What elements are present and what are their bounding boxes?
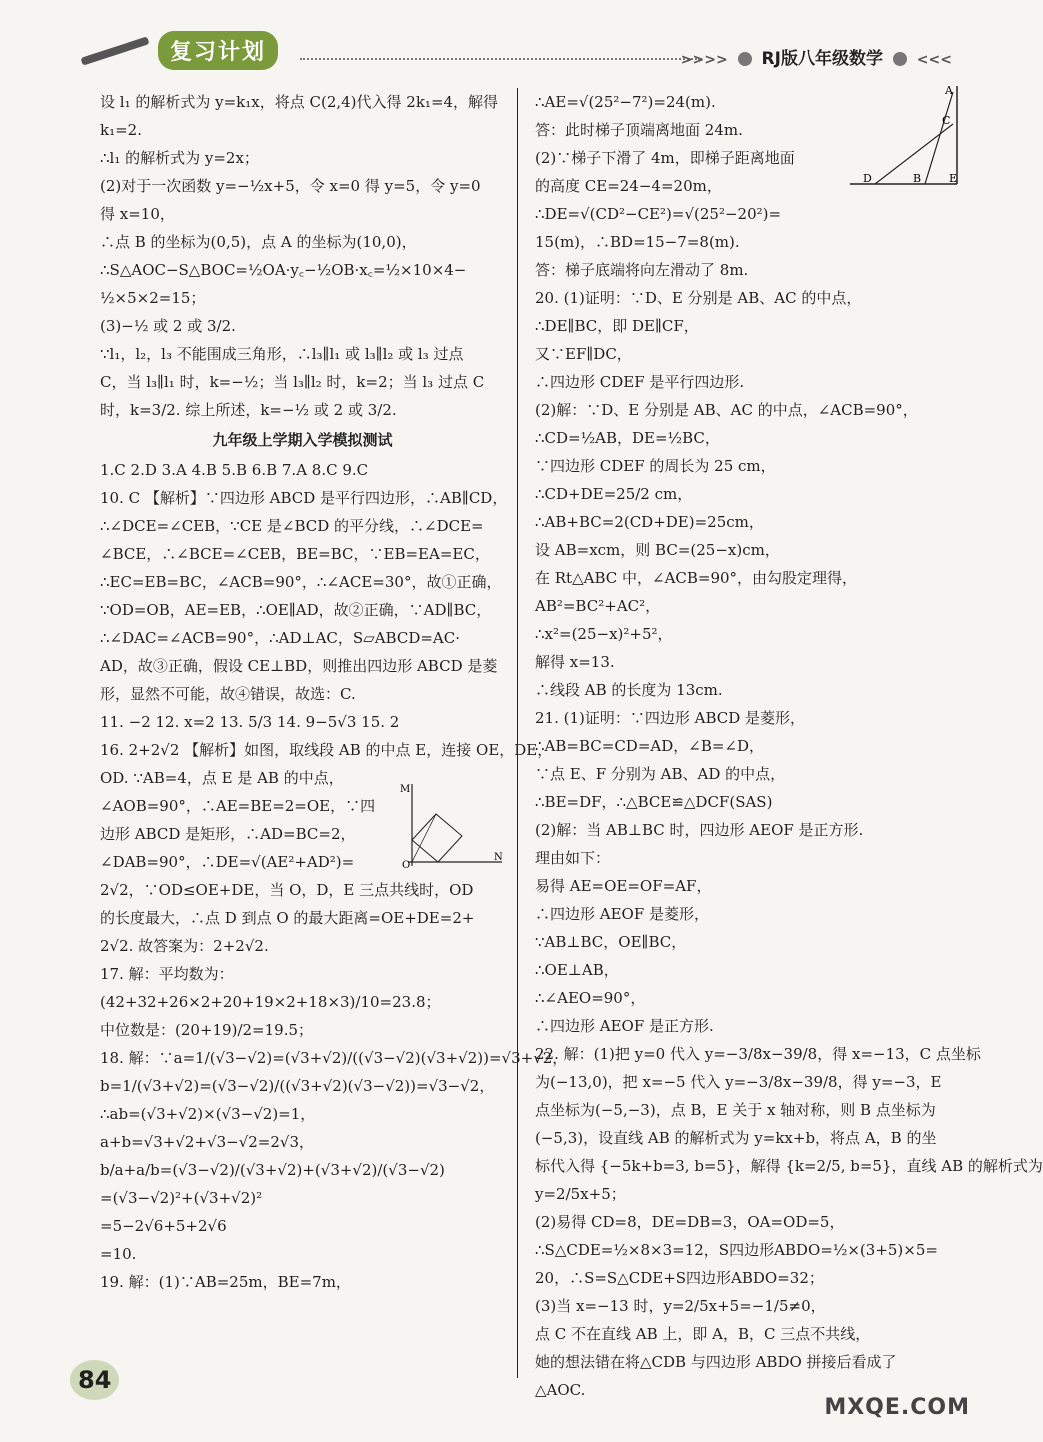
text-line: (2)易得 CD=8，DE=DB=3，OA=OD=5， [535, 1213, 845, 1231]
text-line: ∴四边形 AEOF 是菱形， [535, 905, 710, 923]
text-line: =5−2√6+5+2√6 [100, 1217, 227, 1235]
text-line: ∵四边形 CDEF 的周长为 25 cm， [535, 457, 776, 475]
pen-icon [80, 37, 150, 63]
text-line: OD. ∵AB=4，点 E 是 AB 的中点， [100, 769, 344, 787]
brand [80, 30, 278, 70]
text-line: ∴OE⊥AB， [535, 961, 619, 979]
text-line: 点 C 不在直线 AB 上，即 A，B，C 三点不共线， [535, 1325, 871, 1343]
right-column [535, 88, 1043, 1399]
text-line: (2)解：当 AB⊥BC 时，四边形 AEOF 是正方形. [535, 821, 864, 839]
dot-icon [893, 52, 907, 66]
page-number: 84 [70, 1360, 119, 1400]
text-line: ∴S△CDE=½×8×3=12，S四边形ABDO=½×(3+5)×5= [535, 1241, 938, 1259]
text-line: ∴四边形 CDEF 是平行四边形. [535, 373, 745, 391]
column-divider [517, 88, 518, 1378]
text-line: 答：此时梯子顶端离地面 24m. [535, 121, 743, 139]
text-line: 17. 解：平均数为： [100, 965, 234, 983]
text-line: 点坐标为(−5,−3)，点 B，E 关于 x 轴对称，则 B 点坐标为 [535, 1101, 936, 1119]
text-line: 标代入得 {−5k+b=3, b=5}，解得 {k=2/5, b=5}，直线 AB 的解析式为 [535, 1157, 1043, 1175]
ladder-figure [845, 84, 965, 194]
text-line: (3)−½ 或 2 或 3/2. [100, 317, 236, 335]
text-line: 时，k=3/2. 综上所述，k=−½ 或 2 或 3/2. [100, 401, 397, 419]
text-line: ∴线段 AB 的长度为 13cm. [535, 681, 723, 699]
text-line: 20. (1)证明：∵D、E 分别是 AB、AC 的中点， [535, 289, 862, 307]
text-line: ∴四边形 AEOF 是正方形. [535, 1017, 714, 1035]
fig-label-m: M [400, 784, 411, 795]
dot-icon [738, 52, 752, 66]
fig-label-e: E [949, 172, 958, 185]
text-line: AB²=BC²+AC²， [535, 597, 661, 615]
text-line: 理由如下： [535, 849, 611, 867]
text-line: 11. −2 12. x=2 13. 5/3 14. 9−5√3 15. 2 [100, 713, 400, 731]
text-line: a+b=√3+√2+√3−√2=2√3， [100, 1133, 315, 1151]
text-line: ∴DE∥BC，即 DE∥CF， [535, 317, 699, 335]
text-line: ½×5×2=15； [100, 289, 206, 307]
text-line: k₁=2. [100, 121, 142, 139]
text-line: 22. 解：(1)把 y=0 代入 y=−3/8x−39/8，得 x=−13，C 点坐标 [535, 1045, 981, 1063]
text-line: (−5,3)，设直线 AB 的解析式为 y=kx+b，将点 A，B 的坐 [535, 1129, 937, 1147]
text-line: ∴BE=DF，∴△BCE≌△DCF(SAS) [535, 793, 773, 811]
text-line: ∠BCE，∴∠BCE=∠CEB，BE=BC，∵EB=EA=EC， [100, 545, 490, 563]
text-line: b=1/(√3+√2)=(√3−√2)/((√3+√2)(√3−√2))=√3−√2， [100, 1077, 495, 1095]
text-line: ∴CD=½AB，DE=½BC， [535, 429, 720, 447]
text-line: ∴点 B 的坐标为(0,5)，点 A 的坐标为(10,0)， [100, 233, 417, 251]
text-line: ∴CD+DE=25/2 cm， [535, 485, 693, 503]
page-header [0, 0, 1000, 78]
watermark: MXQE.COM [824, 1395, 970, 1420]
text-line: ∴EC=EB=BC，∠ACB=90°，∴∠ACE=30°，故①正确， [100, 573, 502, 591]
text-line: ∴AE=√(25²−7²)=24(m). [535, 93, 716, 111]
text-line: (2)对于一次函数 y=−½x+5，令 x=0 得 y=5，令 y=0 [100, 177, 481, 195]
text-line: 21. (1)证明：∵四边形 ABCD 是菱形， [535, 709, 806, 727]
section-title: 九年级上学期入学模拟测试 [212, 431, 393, 449]
text-line: 为(−13,0)，把 x=−5 代入 y=−3/8x−39/8，得 y=−3，E [535, 1073, 942, 1091]
text-line: 15(m)，∴BD=15−7=8(m). [535, 233, 740, 251]
text-line: ∴S△AOC−S△BOC=½OA·y꜀−½OB·x꜀=½×10×4− [100, 261, 467, 279]
text-line: 1.C 2.D 3.A 4.B 5.B 6.B 7.A 8.C 9.C [100, 461, 369, 479]
text-line: △AOC. [535, 1381, 586, 1399]
text-line: 设 AB=xcm，则 BC=(25−x)cm， [535, 541, 780, 559]
text-line: 2√2，∵OD≤OE+DE，当 O，D，E 三点共线时，OD [100, 881, 474, 899]
text-line: =(√3−√2)²+(√3+√2)² [100, 1189, 263, 1207]
text-line: ∴x²=(25−x)²+5²， [535, 625, 673, 643]
text-line: 得 x=10， [100, 205, 175, 223]
text-line: (2)解：∵D、E 分别是 AB、AC 的中点，∠ACB=90°， [535, 401, 918, 419]
fig-label-d: D [863, 172, 872, 185]
text-line: =10. [100, 1245, 137, 1263]
fig-label-o: O [402, 860, 411, 871]
text-line: 2√2. 故答案为：2+2√2. [100, 937, 269, 955]
series-text: RJ版八年级数学 [761, 49, 883, 69]
text-line: AD，故③正确，假设 CE⊥BD，则推出四边形 ABCD 是菱 [100, 657, 498, 675]
header-rule [300, 58, 700, 60]
text-line: 边形 ABCD 是矩形，∴AD=BC=2， [100, 825, 356, 843]
text-line: 18. 解：∵a=1/(√3−√2)=(√3+√2)/((√3−√2)(√3+√2))=√3+√2， [100, 1049, 568, 1067]
text-line: ∴DE=√(CD²−CE²)=√(25²−20²)= [535, 205, 782, 223]
text-line: ∠DAB=90°，∴DE=√(AE²+AD²)= [100, 853, 355, 871]
text-line: 10. C 【解析】∵四边形 ABCD 是平行四边形，∴AB∥CD， [100, 489, 508, 507]
text-line: ∴∠DCE=∠CEB，∵CE 是∠BCD 的平分线，∴∠DCE= [100, 517, 484, 535]
arrows-left: >>>> [680, 52, 728, 68]
text-line: ∵AB⊥BC，OE∥BC， [535, 933, 687, 951]
text-line: 又∵EF∥DC， [535, 345, 632, 363]
fig-label-c: C [942, 114, 951, 127]
text-line: ∠AOB=90°，∴AE=BE=2=OE，∵四 [100, 797, 376, 815]
text-line: (3)当 x=−13 时，y=2/5x+5=−1/5≠0， [535, 1297, 826, 1315]
text-line: 她的想法错在将△CDB 与四边形 ABDO 拼接后看成了 [535, 1353, 897, 1371]
text-line: (2)∵梯子下滑了 4m，即梯子距离地面 [535, 149, 795, 167]
text-line: 20，∴S=S△CDE+S四边形ABDO=32； [535, 1269, 824, 1287]
text-line: ∴ab=(√3+√2)×(√3−√2)=1， [100, 1105, 316, 1123]
text-line: 16. 2+2√2 【解析】如图，取线段 AB 的中点 E，连接 OE，DE， [100, 741, 553, 759]
text-line: ∵OD=OB，AE=EB，∴OE∥AD，故②正确，∵AD∥BC， [100, 601, 492, 619]
text-line: 中位数是：(20+19)/2=19.5； [100, 1021, 314, 1039]
text-line: ∴AB+BC=2(CD+DE)=25cm， [535, 513, 764, 531]
fig-label-b: B [913, 172, 922, 185]
text-line: 设 l₁ 的解析式为 y=k₁x，将点 C(2,4)代入得 2k₁=4，解得 [100, 93, 499, 111]
text-line: ∴l₁ 的解析式为 y=2x； [100, 149, 259, 167]
rectangle-figure [398, 780, 508, 870]
fig-label-n: N [494, 852, 503, 863]
arrows-right: <<< [916, 52, 952, 68]
text-line: 答：梯子底端将向左滑动了 8m. [535, 261, 749, 279]
text-line: 19. 解：(1)∵AB=25m，BE=7m， [100, 1273, 351, 1291]
brand-title: 复习计划 [158, 31, 278, 70]
text-line: 易得 AE=OE=OF=AF， [535, 877, 712, 895]
text-line: y=2/5x+5； [535, 1185, 626, 1203]
fig-label-a: A [945, 84, 953, 97]
text-line: ∴∠AEO=90°， [535, 989, 646, 1007]
text-line: ∵l₁，l₂，l₃ 不能围成三角形，∴l₃∥l₁ 或 l₃∥l₂ 或 l₃ 过点 [100, 345, 464, 363]
text-line: 的长度最大，∴点 D 到点 O 的最大距离=OE+DE=2+ [100, 909, 475, 927]
text-line: 的高度 CE=24−4=20m， [535, 177, 722, 195]
text-line: 解得 x=13. [535, 653, 615, 671]
text-line: ∴∠DAC=∠ACB=90°，∴AD⊥AC，S▱ABCD=AC· [100, 629, 460, 647]
text-line: (42+32+26×2+20+19×2+18×3)/10=23.8； [100, 993, 441, 1011]
text-line: ∵点 E、F 分别为 AB、AD 的中点， [535, 765, 786, 783]
text-line: b/a+a/b=(√3−√2)/(√3+√2)+(√3+√2)/(√3−√2) [100, 1161, 445, 1179]
left-column [100, 88, 568, 1378]
text-line: 形，显然不可能，故④错误，故选：C. [100, 685, 356, 703]
series-label [681, 44, 952, 69]
text-line: 在 Rt△ABC 中，∠ACB=90°，由勾股定理得， [535, 569, 858, 587]
text-line: ∴AB=BC=CD=AD，∠B=∠D， [535, 737, 764, 755]
text-line: C，当 l₃∥l₁ 时，k=−½；当 l₃∥l₂ 时，k=2；当 l₃ 过点 C [100, 373, 485, 391]
